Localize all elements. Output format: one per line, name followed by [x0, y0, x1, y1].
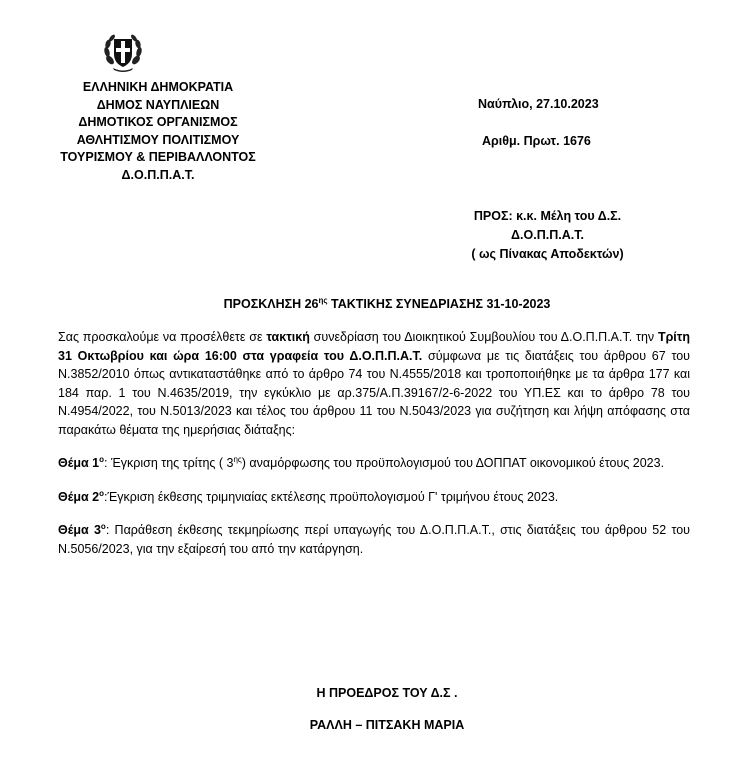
agenda-topic-3: [58, 518, 690, 558]
intro-paragraph: [58, 328, 690, 439]
topic-text: : Παράθεση έκθεσης τεκμηρίωσης περί υπαγωγής του Δ.Ο.Π.Π.Α.Τ., στις διατάξεις του άρθρου 52 του Ν.5056/2023, για την εξαίρεσή του από την κατάργηση.: [58, 523, 690, 556]
topic-text: : Έγκριση της τρίτης ( 3: [104, 456, 234, 470]
issuer-line: ΕΛΛΗΝΙΚΗ ΔΗΜΟΚΡΑΤΙΑ: [82, 80, 234, 94]
signatory-role: Η ΠΡΟΕΔΡΟΣ ΤΟΥ Δ.Σ .: [316, 686, 458, 700]
topic-superscript: ης: [233, 455, 242, 464]
topic-label: Θέμα $2^o$: [58, 488, 105, 504]
recipient-line: ΠΡΟΣ: κ.κ. Μέλη του Δ.Σ.: [473, 209, 622, 223]
issuer-line: ΑΘΛΗΤΙΣΜΟΥ ΠΟΛΙΤΙΣΜΟΥ: [76, 132, 240, 147]
recipient-line: Δ.Ο.Π.Π.Α.Τ.: [511, 228, 584, 242]
topic-text: :Έγκριση έκθεσης τριμηνιαίας εκτέλεσης προϋπολογισμού Γ' τριμήνου έτους 2023.: [104, 489, 559, 504]
topic-label: Θέμα $3^o$: [58, 522, 106, 537]
issuer-header: [58, 79, 258, 184]
issuer-line: ΔΗΜΟΣ ΝΑΥΠΛΙΕΩΝ: [96, 97, 220, 112]
issuer-line: ΤΟΥΡΙΣΜΟΥ & ΠΕΡΙΒΑΛΛΟΝΤΟΣ: [60, 150, 256, 164]
document-title: [0, 296, 750, 311]
intro-bold: τακτική: [266, 330, 310, 344]
intro-text: συνεδρίαση του Διοικητικού Συμβουλίου του Δ.Ο.Π.Π.Α.Τ. την: [309, 330, 658, 344]
greek-coat-of-arms-icon: [101, 30, 145, 74]
intro-text: Σας προσκαλούμε να προσέλθετε σε: [58, 330, 267, 344]
intro-bold-datetime: Τρίτη 31 Οκτωβρίου και ώρα 16:00 στα γραφεία του Δ.Ο.Π.Π.Α.Τ.: [58, 330, 690, 363]
topic-text-rest: ) αναμόρφωσης του προϋπολογισμού του ΔΟΠΠΑΤ οικονομικού έτους 2023.: [241, 456, 665, 470]
document-body: [58, 328, 690, 558]
agenda-topic-2: [58, 485, 690, 507]
title-text-rest: ΤΑΚΤΙΚΗΣ ΣΥΝΕΔΡΙΑΣΗΣ 31-10-2023: [327, 297, 551, 311]
issuer-line: ΔΗΜΟΤΙΚΟΣ ΟΡΓΑΝΙΣΜΟΣ: [78, 115, 238, 129]
issuer-line: Δ.Ο.Π.Π.Α.Τ.: [121, 167, 195, 182]
recipient-block: [440, 207, 655, 264]
intro-text: σύμφωνα με τις διατάξεις του άρθρου 67 του Ν.3852/2010 όπως αντικαταστάθηκε από το άρθρο 74 του Ν.4555/2018 και τροποποιήθηκε με τα άρθρα 177 και 184 παρ. 1 του Ν.4635/2019, την εγκύκλιο με αρ.375/Α.Π.39167/2-6-2022 του ΥΠ.ΕΣ και το άρθρο 78 του Ν.4954/2022, του Ν.5013/2023 και τέλος του άρθρου 11 του Ν.5043/2023 για συζήτηση και λήψη απόφασης στα παρακάτω θέματα της ημερήσιας διάταξης:: [58, 348, 691, 437]
signature-block: [0, 686, 750, 732]
title-text: ΠΡΟΣΚΛΗΣΗ 26: [223, 297, 319, 311]
document-date: Ναύπλιο, 27.10.2023: [478, 97, 599, 111]
agenda-topic-1: [58, 451, 690, 473]
topic-label: Θέμα $1^o$: [58, 455, 105, 470]
title-superscript: ης: [318, 296, 328, 305]
signatory-name: ΡΑΛΛΗ – ΠΙΤΣΑΚΗ ΜΑΡΙΑ: [309, 718, 465, 732]
recipient-line: ( ως Πίνακας Αποδεκτών): [471, 247, 624, 261]
protocol-number: Αριθμ. Πρωτ. 1676: [482, 134, 591, 148]
